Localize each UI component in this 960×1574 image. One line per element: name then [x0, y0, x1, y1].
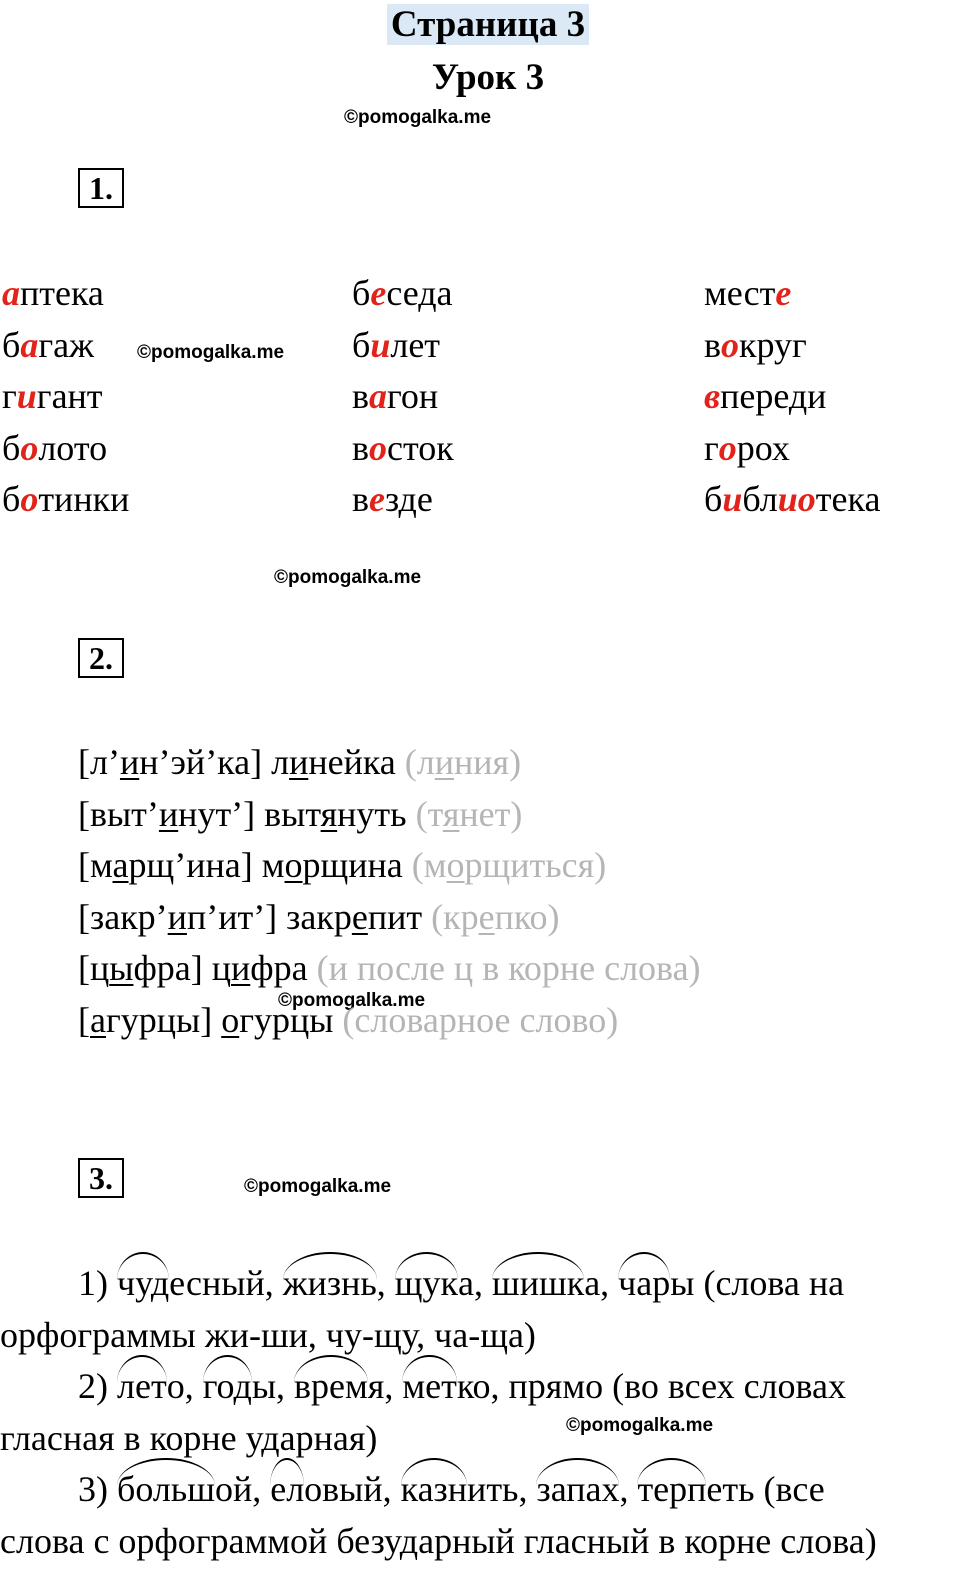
text-part: [ — [78, 1000, 90, 1040]
underlined-vowel: и — [231, 948, 251, 989]
word-part: птека — [20, 273, 104, 313]
text-part: , — [619, 1469, 638, 1510]
word-part: зде — [384, 479, 433, 519]
page-title: Страница 3 — [0, 2, 960, 48]
text-part: есный, — [169, 1263, 283, 1303]
word — [352, 273, 453, 313]
word-part: бл — [742, 479, 778, 519]
orthogram-letter: о — [721, 324, 739, 365]
word — [2, 273, 104, 313]
underlined-vowel: ы — [109, 948, 134, 989]
text-part: ы (слова на — [670, 1263, 845, 1303]
orthogram-letter: ио — [777, 479, 816, 519]
word-part: сток — [387, 427, 454, 468]
text-part: нут’] выт — [178, 793, 321, 834]
text-part: п’ит’] закр — [186, 896, 352, 937]
word-part: б — [352, 324, 371, 365]
transcription-line — [78, 741, 521, 783]
word-part: гаж — [38, 324, 94, 365]
text-part: рщиться) — [464, 845, 607, 886]
word-part: б — [2, 427, 21, 468]
text-part: нуть — [337, 793, 416, 834]
word — [704, 325, 807, 365]
task3-number: 3. — [78, 1158, 124, 1198]
orthogram-letter: и — [722, 479, 743, 519]
text-part: нет) — [459, 793, 523, 834]
underlined-vowel: я — [320, 793, 338, 834]
word-part: б — [352, 273, 371, 313]
underlined-vowel: и — [434, 742, 454, 782]
word-part: лет — [390, 324, 441, 365]
text-part: орфограммы жи-ши, чу-щу, ча-ща) — [0, 1314, 536, 1355]
word — [352, 376, 438, 416]
text-part: гласная в корне ударная) — [0, 1417, 378, 1458]
text-part: овый, — [304, 1469, 401, 1510]
word-part: седа — [386, 273, 453, 313]
orthogram-letter: о — [369, 427, 387, 468]
word — [2, 428, 107, 468]
underlined-vowel: о — [446, 845, 465, 886]
word-root: мет — [402, 1366, 457, 1407]
orthogram-letter: а — [369, 376, 387, 416]
word — [2, 376, 103, 416]
word — [2, 479, 129, 519]
transcription-line — [78, 793, 522, 835]
text-part: н’эй’ка] л — [139, 742, 290, 782]
watermark: ©pomogalka.me — [244, 1176, 392, 1197]
word-part: б — [704, 479, 723, 519]
text-part: ы, — [251, 1366, 295, 1407]
word-root: казн — [400, 1469, 468, 1510]
word — [352, 428, 454, 468]
underlined-vowel: а — [90, 1000, 106, 1040]
watermark: ©pomogalka.me — [274, 567, 422, 588]
root-line — [78, 1262, 844, 1304]
underlined-vowel: и — [167, 896, 187, 937]
word-part: б — [2, 479, 21, 519]
text-part: ой, — [214, 1469, 271, 1510]
orthogram-letter: е — [775, 273, 792, 313]
word-part: в — [352, 479, 369, 519]
word-part: г — [2, 376, 17, 416]
transcription-line — [78, 947, 701, 989]
word-part: тека — [815, 479, 881, 519]
orthogram-letter: о — [20, 479, 39, 519]
word-root: год — [202, 1366, 252, 1407]
text-part: а, — [458, 1263, 492, 1303]
word — [704, 273, 791, 313]
root-line — [0, 1417, 377, 1459]
orthogram-letter: и — [16, 376, 37, 416]
task1-number: 1. — [78, 168, 124, 208]
text-part: рщина — [302, 845, 412, 886]
text-part: (т — [415, 793, 443, 834]
text-part: (кр — [431, 896, 479, 937]
text-part: я, — [367, 1366, 403, 1407]
word-root: больш — [117, 1469, 215, 1510]
word-part: в — [704, 324, 721, 365]
watermark: ©pomogalka.me — [566, 1415, 714, 1436]
orthogram-letter: а — [2, 273, 20, 313]
text-part: [м — [78, 845, 113, 886]
word — [352, 479, 433, 519]
word-part: г — [704, 427, 719, 468]
text-part: ко, прямо (во всех словах — [456, 1366, 847, 1407]
text-part: о, — [166, 1366, 203, 1407]
word-part: тинки — [38, 479, 130, 519]
word-part: мест — [704, 273, 776, 313]
root-line — [0, 1520, 877, 1562]
root-line — [0, 1314, 536, 1356]
word-part: в — [352, 427, 369, 468]
text-part: (и после ц в корне слова) — [316, 948, 701, 989]
text-part: [ц — [78, 948, 110, 989]
root-line — [78, 1468, 825, 1510]
transcription-line — [78, 844, 606, 886]
text-part: [л’ — [78, 742, 120, 782]
underlined-vowel: и — [158, 793, 179, 834]
word — [704, 479, 880, 519]
underlined-vowel: я — [442, 793, 460, 834]
word-root: лет — [117, 1366, 167, 1407]
text-part: рщ’ина] м — [128, 845, 285, 886]
orthogram-letter: о — [718, 427, 737, 468]
underlined-vowel: и — [119, 742, 140, 782]
underlined-vowel: а — [112, 845, 129, 886]
watermark: ©pomogalka.me — [278, 990, 426, 1011]
text-part: 3) — [78, 1469, 117, 1510]
text-part: 2) — [78, 1366, 117, 1407]
text-part: еть (все — [706, 1469, 825, 1510]
text-part: 1) — [78, 1263, 117, 1303]
word-root: запах — [536, 1469, 620, 1510]
word — [704, 428, 790, 468]
orthogram-letter: о — [20, 427, 39, 468]
word-root: терп — [637, 1469, 707, 1510]
word — [352, 325, 440, 365]
word — [2, 325, 94, 365]
word-part: в — [352, 376, 369, 416]
text-part: (словарное слово) — [342, 1000, 619, 1040]
word-root: жизнь — [282, 1263, 377, 1303]
watermark: ©pomogalka.me — [344, 107, 492, 128]
transcription-line — [78, 999, 618, 1041]
text-part: (л — [404, 742, 435, 782]
word-root: чар — [618, 1263, 671, 1303]
text-part: пит — [367, 896, 432, 937]
orthogram-letter: в — [704, 376, 721, 416]
text-part: (м — [411, 845, 447, 886]
orthogram-letter: е — [370, 273, 387, 313]
word-part: гон — [387, 376, 439, 416]
word-root: щук — [394, 1263, 458, 1303]
text-part: гурцы] — [105, 1000, 222, 1040]
word-root: врем — [294, 1366, 368, 1407]
underlined-vowel: и — [289, 742, 309, 782]
word-part: лото — [38, 427, 108, 468]
lesson-title: Урок 3 — [431, 57, 545, 98]
text-part: [закр’ — [78, 896, 168, 937]
underlined-vowel: о — [284, 845, 303, 886]
underlined-vowel: е — [351, 896, 368, 937]
watermark: ©pomogalka.me — [137, 342, 285, 363]
word-part: переди — [720, 376, 827, 416]
orthogram-letter: е — [369, 479, 385, 519]
text-part: фра — [250, 948, 317, 989]
text-part: пко) — [494, 896, 560, 937]
root-line — [78, 1365, 846, 1407]
word-part: круг — [739, 324, 807, 365]
text-part: нейка — [308, 742, 405, 782]
word-root: чуд — [117, 1263, 170, 1303]
text-part: фра] ц — [133, 948, 232, 989]
word-part: б — [2, 324, 21, 365]
task2-number: 2. — [78, 638, 124, 678]
text-part: ить, — [467, 1469, 537, 1510]
text-part: , — [376, 1263, 395, 1303]
underlined-vowel: е — [478, 896, 495, 937]
text-part: слова с орфограммой безударный гласный в корне слова) — [0, 1521, 877, 1561]
word-part: рох — [736, 427, 790, 468]
word — [704, 376, 826, 416]
orthogram-letter: а — [20, 324, 39, 365]
text-part: гурцы — [239, 1000, 343, 1040]
word-part: гант — [36, 376, 103, 416]
word-root: шишк — [491, 1263, 585, 1303]
text-part: а, — [584, 1263, 619, 1303]
word-root: ел — [270, 1469, 305, 1510]
underlined-vowel: о — [221, 1000, 240, 1040]
transcription-line — [78, 896, 560, 938]
text-part: [выт’ — [78, 793, 159, 834]
orthogram-letter: и — [370, 324, 391, 365]
text-part: ния) — [453, 742, 522, 782]
